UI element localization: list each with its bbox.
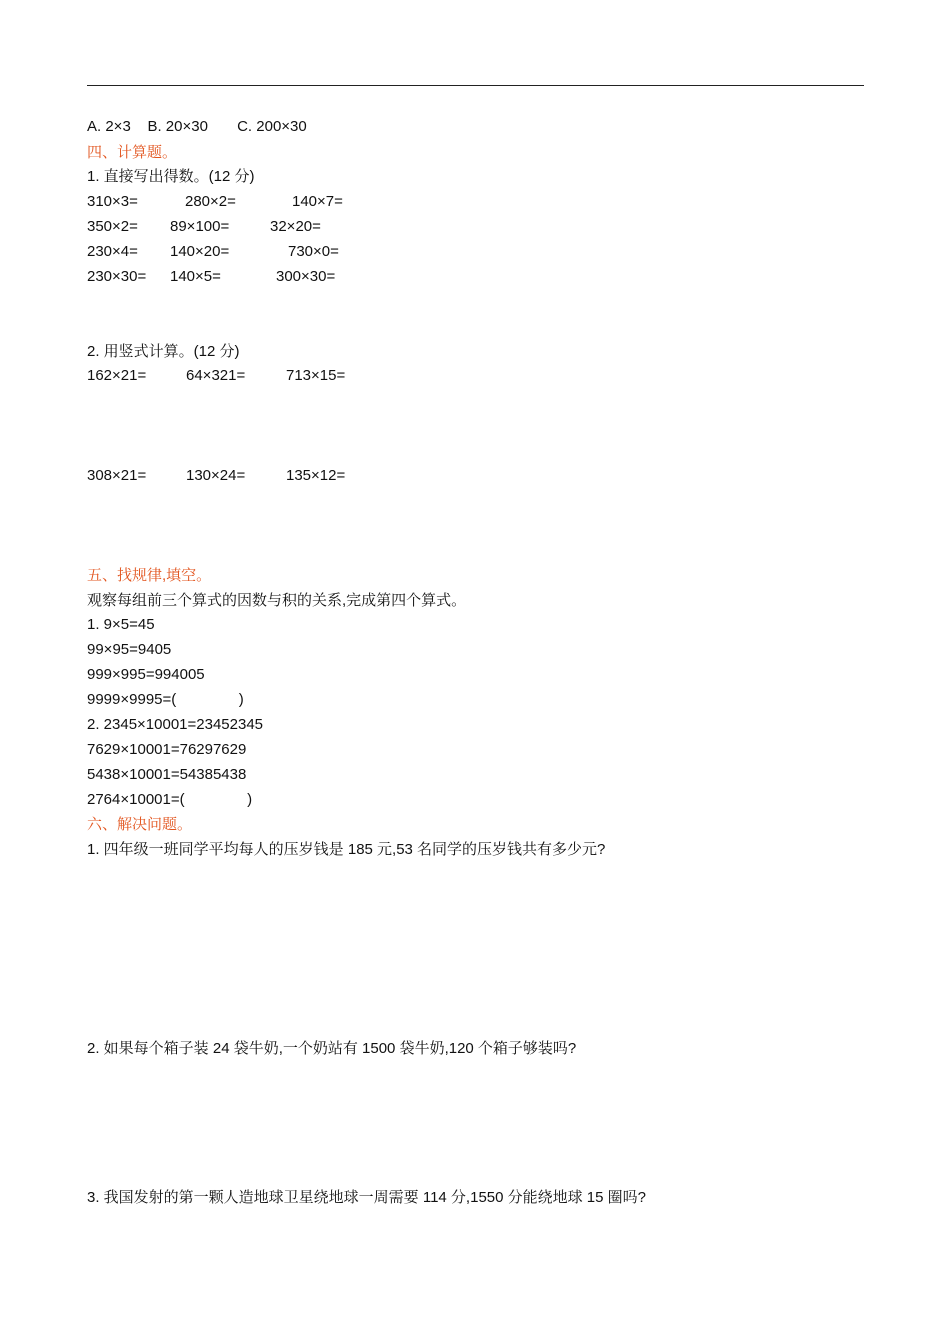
q2-item: 308×21= [87, 467, 147, 484]
pattern-line: 7629×10001=76297629 [87, 741, 247, 758]
q1-item: 280×2= [185, 193, 236, 210]
previous-question-options: A. 2×3 B. 20×30 C. 200×30 [87, 118, 307, 135]
word-problem: 3. 我国发射的第一颗人造地球卫星绕地球一周需要 114 分,1550 分能绕地球 15 圈吗? [87, 1189, 646, 1206]
word-problem: 1. 四年级一班同学平均每人的压岁钱是 185 元,53 名同学的压岁钱共有多少元? [87, 841, 606, 858]
section-5-intro: 观察每组前三个算式的因数与积的关系,完成第四个算式。 [87, 592, 467, 609]
q2-item: 130×24= [186, 467, 246, 484]
pattern-line: 999×995=994005 [87, 666, 205, 683]
q1-item: 140×20= [170, 243, 230, 260]
section-5-heading: 五、找规律,填空。 [87, 567, 212, 584]
q1-item: 140×5= [170, 268, 221, 285]
header-rule [87, 85, 864, 86]
q1-item: 230×30= [87, 268, 147, 285]
q1-item: 230×4= [87, 243, 138, 260]
pattern-line: 5438×10001=54385438 [87, 766, 247, 783]
word-problem: 2. 如果每个箱子装 24 袋牛奶,一个奶站有 1500 袋牛奶,120 个箱子够装吗? [87, 1040, 577, 1057]
section-4-heading: 四、计算题。 [87, 144, 178, 161]
q1-item: 300×30= [276, 268, 336, 285]
pattern-line: 9999×9995=( ) [87, 691, 244, 708]
q2-title: 2. 用竖式计算。(12 分) [87, 343, 240, 360]
q1-item: 730×0= [288, 243, 339, 260]
pattern-line: 1. 9×5=45 [87, 616, 155, 633]
pattern-line: 99×95=9405 [87, 641, 172, 658]
q1-item: 89×100= [170, 218, 230, 235]
q1-item: 32×20= [270, 218, 321, 235]
pattern-line: 2. 2345×10001=23452345 [87, 716, 264, 733]
section-6-heading: 六、解决问题。 [87, 816, 193, 833]
q2-item: 162×21= [87, 367, 147, 384]
q1-item: 310×3= [87, 193, 138, 210]
q2-item: 713×15= [286, 367, 346, 384]
q1-title: 1. 直接写出得数。(12 分) [87, 168, 255, 185]
q2-item: 135×12= [286, 467, 346, 484]
pattern-line: 2764×10001=( ) [87, 791, 253, 808]
q1-item: 140×7= [292, 193, 343, 210]
q1-item: 350×2= [87, 218, 138, 235]
q2-item: 64×321= [186, 367, 246, 384]
